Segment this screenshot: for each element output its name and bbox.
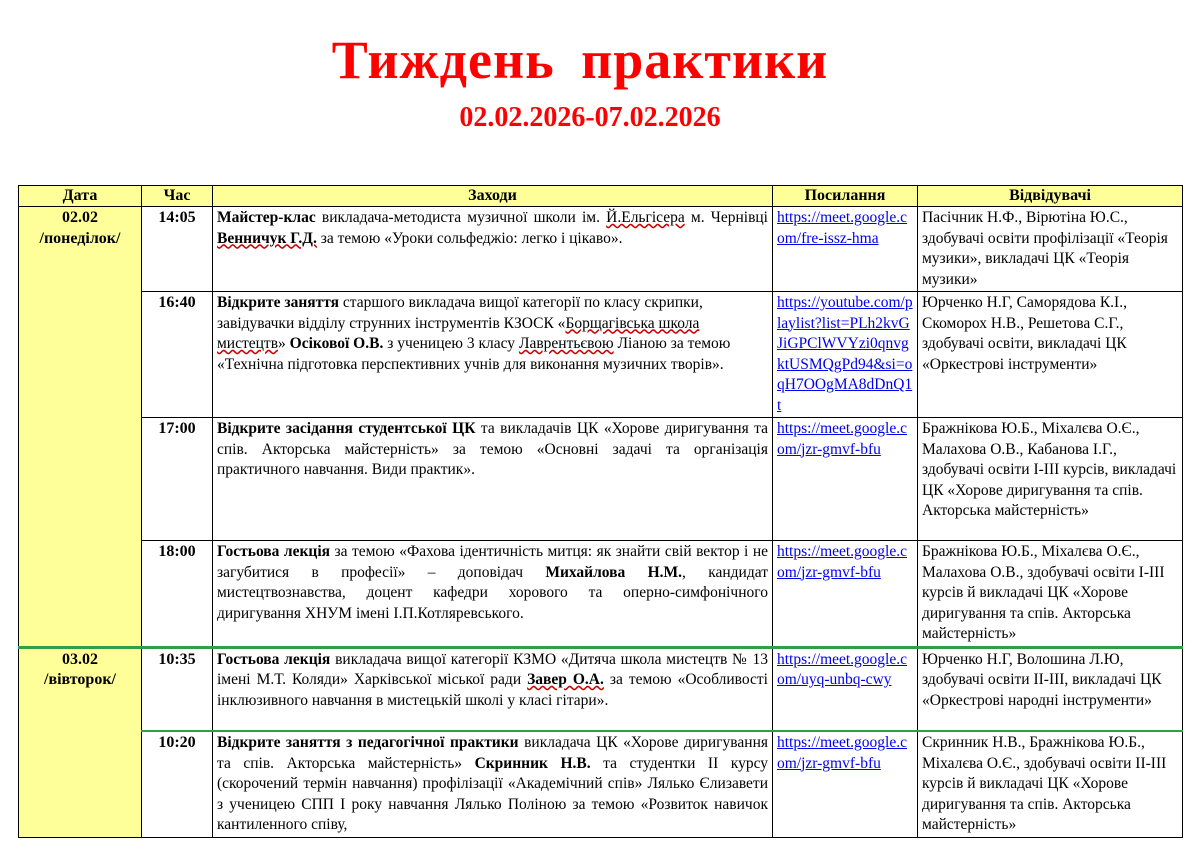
event-type: Майстер-клас <box>217 209 316 226</box>
event-type: Гостьова лекція <box>217 543 331 560</box>
event-type: Відкрите заняття <box>217 294 340 311</box>
meeting-link[interactable]: https://meet.google.com/jzr-gmvf-bfu <box>777 420 908 458</box>
meeting-link[interactable]: https://meet.google.com/jzr-gmvf-bfu <box>777 734 908 772</box>
day-weekday: /вівторок/ <box>44 671 116 688</box>
time-cell: 17:00 <box>142 418 213 541</box>
meeting-link[interactable]: https://meet.google.com/fre-issz-hma <box>777 209 908 247</box>
table-row <box>19 647 1183 731</box>
speaker-name: Скринник Н.В. <box>474 754 591 772</box>
table-row <box>19 418 1183 541</box>
header-time: Час <box>142 186 213 207</box>
event-type: Гостьова лекція <box>217 650 331 668</box>
event-cell: Відкрите заняття з педагогічної практики викладача ЦК «Хорове диригування та спів. Акторська майстерність» Скринник Н.В. та студентки ІІ курсу (скорочений термін навчання) профілізації «Академічний спів» Лялько Єлизавети з ученицею СПП І року навчання Лялько Поліною за темою «Розвиток навичок кантиленного співу, <box>213 731 773 837</box>
table-header-row <box>19 186 1183 207</box>
visitors-cell: Бражнікова Ю.Б., Міхалєва О.Є., Малахова О.В., здобувачі освіти І-ІІІ курсів й викладачі ЦК «Хорове диригування та спів. Акторська майстерність» <box>918 541 1183 648</box>
link-cell <box>773 647 918 731</box>
meeting-link[interactable]: https://meet.google.com/jzr-gmvf-bfu <box>777 543 908 581</box>
meeting-link[interactable]: https://meet.google.com/uyq-unbq-cwy <box>777 650 908 688</box>
event-type: Відкрите засідання студентської ЦК <box>217 420 476 437</box>
day-weekday: /понеділок/ <box>39 229 121 247</box>
time-cell: 14:05 <box>142 207 213 292</box>
link-cell <box>773 731 918 837</box>
table-row <box>19 207 1183 292</box>
visitors-cell: Пасічник Н.Ф., Вірютіна Ю.С., здобувачі освіти профілізації «Теорія музики», викладачі ЦК «Теорія музики» <box>918 207 1183 292</box>
visitors-cell: Бражнікова Ю.Б., Міхалєва О.Є., Малахова О.В., Кабанова І.Г., здобувачі освіти І-ІІІ курсів, викладачі ЦК «Хорове диригування та спів. Акторська майстерність» <box>918 418 1183 541</box>
table-row <box>19 292 1183 418</box>
visitors-cell: Юрченко Н.Г, Волошина Л.Ю, здобувачі освіти ІІ-ІІІ, викладачі ЦК «Оркестрові народні інструменти» <box>918 647 1183 731</box>
table-row <box>19 731 1183 837</box>
header-visitors: Відвідувачі <box>918 186 1183 207</box>
day-date: 02.02 <box>62 209 98 226</box>
table-row <box>19 541 1183 648</box>
event-cell: Відкрите засідання студентської ЦК та викладачів ЦК «Хорове диригування та спів. Акторська майстерність» за темою «Основні задачі та організація практичного навчання. Види практик». <box>213 418 773 541</box>
time-cell: 16:40 <box>142 292 213 418</box>
header-date: Дата <box>19 186 142 207</box>
visitors-cell: Юрченко Н.Г, Саморядова К.І., Скоморох Н.В., Решетова С.Г., здобувачі освіти, викладачі ЦК «Оркестрові інструменти» <box>918 292 1183 418</box>
header-events: Заходи <box>213 186 773 207</box>
visitors-cell: Скринник Н.В., Бражнікова Ю.Б., Міхалєва О.Є., здобувачі освіти ІІ-ІІІ курсів й викладачі ЦК «Хорове диригування та спів. Акторська майстерність» <box>918 731 1183 837</box>
day-date: 03.02 <box>62 650 98 668</box>
link-cell <box>773 541 918 648</box>
link-cell <box>773 292 918 418</box>
event-cell: Відкрите заняття старшого викладача вищої категорії по класу скрипки, завідувачки відділу струнних інструментів КЗОСК «Борщагівська школа мистецтв» Осікової О.В. з ученицею 3 класу Лаврентьєвою Ліаною за темою «Технічна підготовка перспективних учнів для виконання музичних творів». <box>213 292 773 418</box>
playlist-link[interactable]: https://youtube.com/playlist?list=PLh2kvGJiGPClWVYzi0qnvgktUSMQgPd94&si=oqH7OOgMA8dDnQ1t <box>777 294 913 414</box>
speaker-name: Венничук Г.Д. <box>217 229 317 247</box>
time-cell: 18:00 <box>142 541 213 648</box>
date-range: 02.02.2026-07.02.2026 <box>459 102 721 133</box>
link-cell <box>773 207 918 292</box>
speaker-name: Осікової О.В. <box>289 335 384 352</box>
speaker-name: Михайлова Н.М. <box>545 563 683 581</box>
day-cell <box>19 647 142 837</box>
day-cell <box>19 207 142 648</box>
header-link: Посилання <box>773 186 918 207</box>
event-cell: Гостьова лекція за темою «Фахова ідентичність митця: як знайти свій вектор і не загубитися в професії» – доповідач Михайлова Н.М., кандидат мистецтвознавства, доцент кафедри хорового та оперно-симфонічного диригування ХНУМ імені І.П.Котляревського. <box>213 541 773 648</box>
schedule-table <box>18 185 1183 838</box>
event-cell: Гостьова лекція викладача вищої категорії КЗМО «Дитяча школа мистецтв № 13 імені М.Т. Коляди» Харківської міської ради Завер О.А. за темою «Особливості інклюзивного навчання в мистецькій школі у класі гітари». <box>213 647 773 731</box>
time-cell: 10:20 <box>142 731 213 837</box>
link-cell <box>773 418 918 541</box>
page-title: Тиждень практики <box>331 30 829 90</box>
speaker-name: Завер О.А. <box>527 671 604 688</box>
event-cell: Майстер-клас викладача-методиста музичної школи ім. Й.Ельгісера м. Чернівці Венничук Г.Д. за темою «Уроки сольфеджіо: легко і цікаво». <box>213 207 773 292</box>
time-cell: 10:35 <box>142 647 213 731</box>
event-type: Відкрите заняття з педагогічної практики <box>217 734 519 751</box>
